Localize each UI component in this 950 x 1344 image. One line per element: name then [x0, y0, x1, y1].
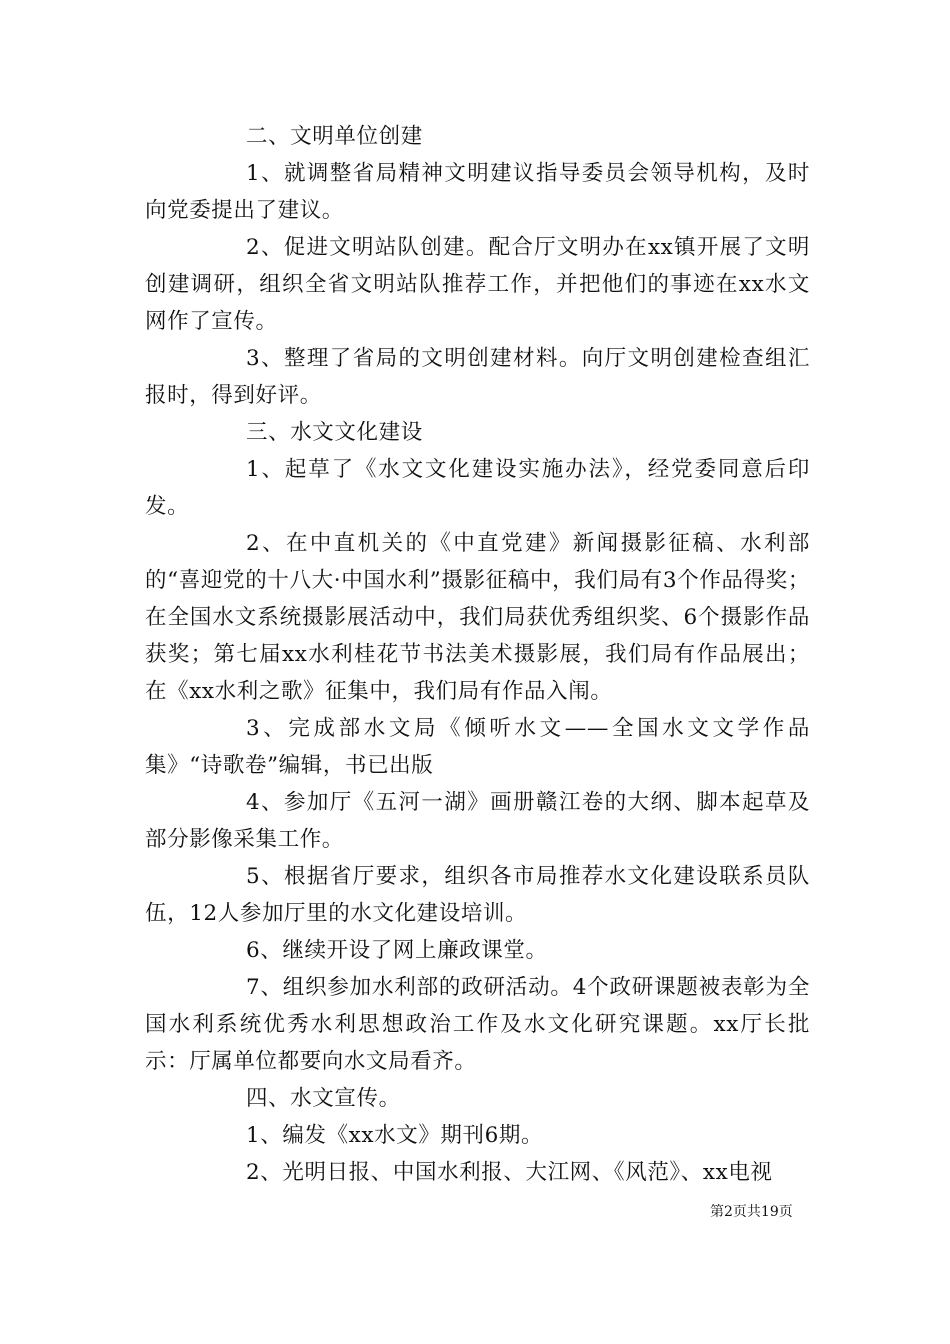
section-heading-civilization: 二、文明单位创建 — [246, 124, 423, 149]
paragraph: 2、在中直机关的《中直党建》新闻摄影征稿、水利部的“喜迎党的十八大·中国水利”摄影征稿中，我们局有3个作品得奖；在全国水文系统摄影展活动中，我们局获优秀组织奖、6个摄影作品获奖；第七届xx水利桂花节书法美术摄影展，我们局有作品展出；在《xx水利之歌》征集中，我们局有作品入闱。 — [145, 531, 810, 704]
document-body — [145, 118, 810, 1191]
paragraph: 1、就调整省局精神文明建议指导委员会领导机构，及时向党委提出了建议。 — [145, 161, 810, 223]
paragraph: 1、编发《xx水文》期刊6期。 — [246, 1123, 544, 1148]
paragraph: 3、完成部水文局《倾听水文——全国水文文学作品集》“诗歌卷”编辑，书已出版 — [145, 716, 810, 778]
paragraph: 3、整理了省局的文明创建材料。向厅文明创建检查组汇报时，得到好评。 — [145, 346, 810, 408]
paragraph: 5、根据省厅要求，组织各市局推荐水文化建设联系员队伍，12人参加厅里的水文化建设培训。 — [145, 864, 810, 926]
paragraph: 7、组织参加水利部的政研活动。4个政研课题被表彰为全国水利系统优秀水利思想政治工作及水文化研究课题。xx厅长批示：厅属单位都要向水文局看齐。 — [145, 975, 810, 1074]
section-heading-publicity: 四、水文宣传。 — [246, 1086, 401, 1111]
paragraph: 2、促进文明站队创建。配合厅文明办在xx镇开展了文明创建调研，组织全省文明站队推荐工作，并把他们的事迹在xx水文网作了宣传。 — [145, 235, 810, 334]
paragraph: 6、继续开设了网上廉政课堂。 — [246, 938, 548, 963]
page-number: 第2页共19页 — [710, 1204, 793, 1220]
section-heading-hydrology-culture: 三、水文文化建设 — [246, 420, 423, 445]
paragraph: 4、参加厅《五河一湖》画册赣江卷的大纲、脚本起草及部分影像采集工作。 — [145, 790, 810, 852]
paragraph: 2、光明日报、中国水利报、大江网、《风范》、xx电视 — [246, 1160, 773, 1185]
paragraph: 1、起草了《水文文化建设实施办法》，经党委同意后印发。 — [145, 457, 810, 519]
